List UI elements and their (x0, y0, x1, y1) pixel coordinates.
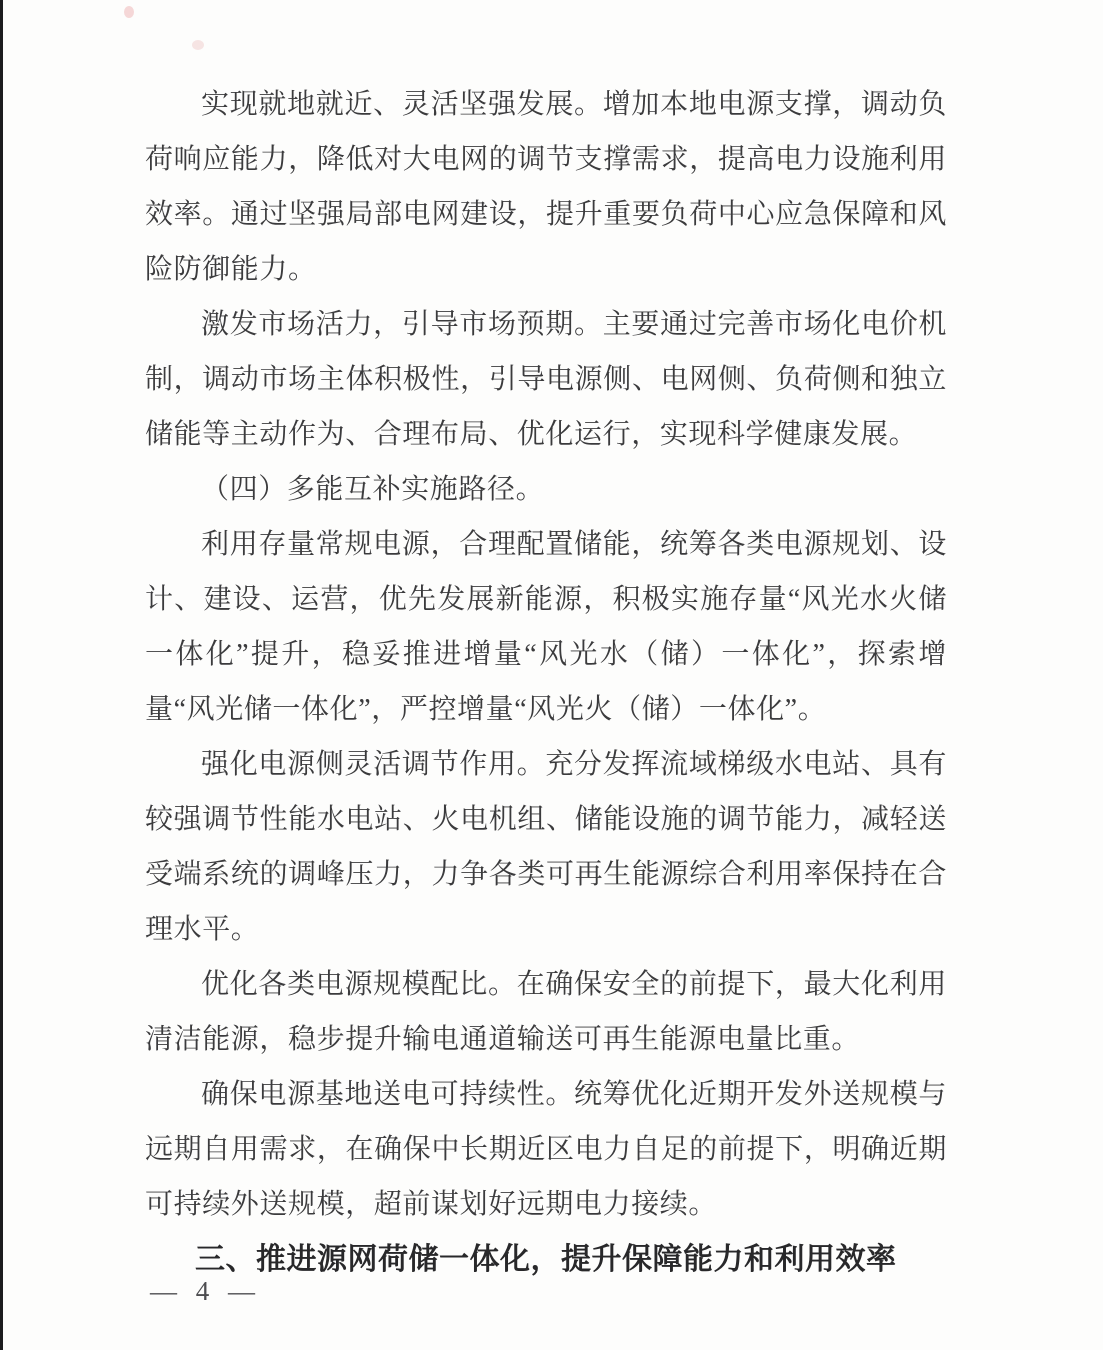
paragraph: 确保电源基地送电可持续性。统筹优化近期开发外送规模与远期自用需求，在确保中长期近区电力自足的前提下，明确近期可持续外送规模，超前谋划好远期电力接续。 (145, 1079, 947, 1220)
section-heading: 三、推进源网荷储一体化，提升保障能力和利用效率 (195, 1243, 897, 1276)
paragraph: 实现就地就近、灵活坚强发展。增加本地电源支撑，调动负荷响应能力，降低对大电网的调节支撑需求，提高电力设施利用效率。通过坚强局部电网建设，提升重要负荷中心应急保障和风险防御能力。 (145, 89, 947, 285)
page-number: — 4 — (150, 1276, 261, 1306)
paragraph: 优化各类电源规模配比。在确保安全的前提下，最大化利用清洁能源，稳步提升输电通道输送可再生能源电量比重。 (145, 969, 947, 1055)
paragraph: 激发市场活力，引导市场预期。主要通过完善市场化电价机制，调动市场主体积极性，引导电源侧、电网侧、负荷侧和独立储能等主动作为、合理布局、优化运行，实现科学健康发展。 (145, 309, 947, 450)
scan-border-left (0, 0, 3, 1350)
sub-section-heading: （四）多能互补实施路径。 (201, 474, 545, 505)
scan-artifact-red-2 (192, 40, 204, 50)
document-body (145, 77, 947, 1287)
scan-artifact-red-1 (124, 6, 134, 18)
paragraph: 利用存量常规电源，合理配置储能，统筹各类电源规划、设计、建设、运营，优先发展新能源，积极实施存量“风光水火储一体化”提升，稳妥推进增量“风光水（储）一体化”，探索增量“风光储一体化”，严控增量“风光火（储）一体化”。 (145, 529, 947, 725)
paragraph: 强化电源侧灵活调节作用。充分发挥流域梯级水电站、具有较强调节性能水电站、火电机组、储能设施的调节能力，减轻送受端系统的调峰压力，力争各类可再生能源综合利用率保持在合理水平。 (145, 749, 947, 945)
